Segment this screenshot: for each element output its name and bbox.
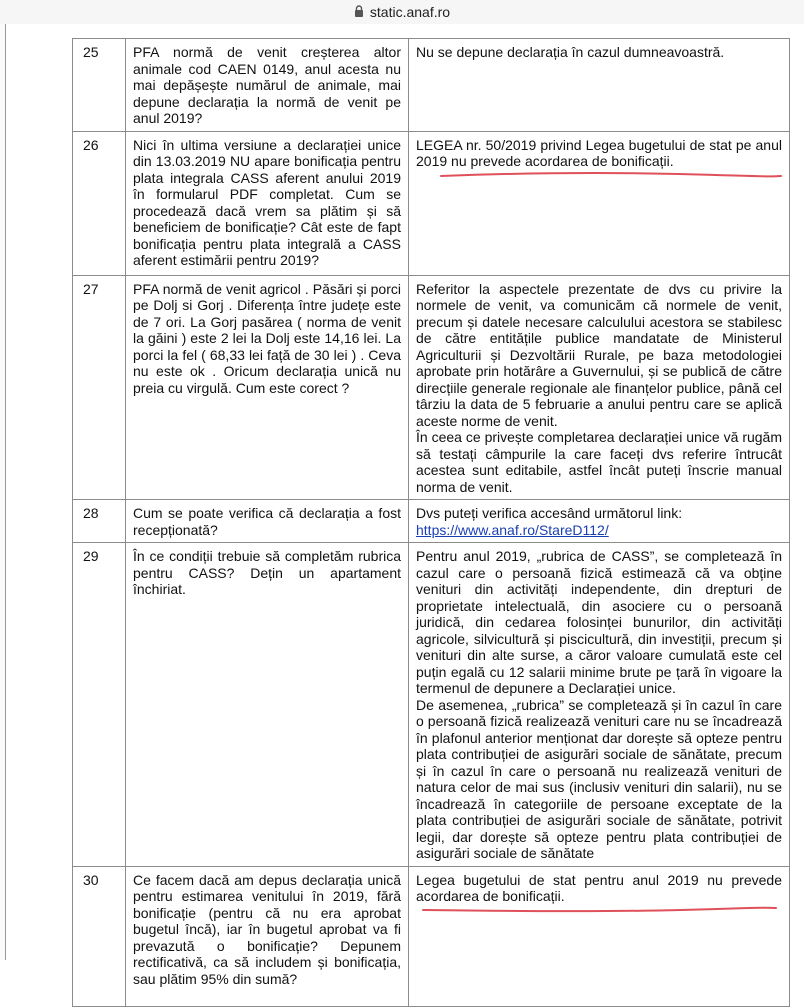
row-number: 28: [73, 500, 126, 543]
table-row: [73, 543, 790, 867]
answer-cell: [409, 131, 790, 275]
row-number: 30: [73, 866, 126, 1006]
table-row: [73, 39, 790, 132]
question-cell: Cum se poate verifica că declarația a fost recepționată?: [126, 500, 409, 543]
answer-cell: [409, 866, 790, 1006]
handwritten-underline: [421, 905, 779, 915]
table-row: [73, 275, 790, 500]
handwritten-underline: [439, 170, 784, 180]
answer-paragraph: Nu se depune declarația în cazul dumneavoastră.: [416, 44, 725, 60]
answer-paragraph: Pentru anul 2019, „rubrica de CASS”, se completează în cazul care o persoană fizică estimează că va obține venituri din activități independente, din drepturi de proprietate intelectuală, din asociere cu o persoană juridică, din cedarea folosinței bunurilor, din activități agricole, silvicultură și piscicultură, din investiții, precum și venituri din alte surse, a căror valoare cumulată este cel puțin egală cu 12 salarii minime brute pe țară în vigoare la termenul de depunere a Declarației unice.: [416, 548, 782, 696]
faq-table: [72, 38, 790, 1007]
answer-paragraph: LEGEA nr. 50/2019 privind Legea bugetului de stat pe anul 2019 nu prevede acordarea de bonificații.: [416, 136, 782, 169]
row-number: 26: [73, 131, 126, 275]
question-cell: Nici în ultima versiune a declarației unice din 13.03.2019 NU apare bonificația pentru plata integrala CASS aferent anului 2019 în formularul PDF completat. Cum se procedează dacă vrem sa plătim și să beneficiem de bonificație? Cât este de fapt bonificația pentru plata integrală a CASS aferent estimării pentru 2019?: [126, 131, 409, 275]
answer-cell: [409, 275, 790, 500]
document-page: [0, 24, 804, 987]
answer-cell: [409, 543, 790, 867]
answer-paragraph: Referitor la aspectele prezentate de dvs cu privire la normele de venit, va comunicăm că normele de venit, precum și datele necesare calculului acestora se stabilesc de către entitățile publice mandatate de Ministerul Agriculturii și Dezvoltării Rurale, pe baza metodologiei aprobate prin hotărâre a Guvernului, și se publică de către direcțiile generale regionale ale finanțelor publice, până cel târziu la data de 5 februarie a anului pentru care se aplică aceste norme de venit.: [416, 280, 782, 429]
question-cell: PFA normă de venit creșterea altor animale cod CAEN 0149, anul acesta nu mai depășește numărul de animale, mai depune declarația la normă de venit pe anul 2019?: [126, 39, 409, 132]
answer-paragraph: Legea bugetului de stat pentru anul 2019 nu prevede acordarea de bonificații.: [416, 871, 782, 904]
stare-d112-link[interactable]: https://www.anaf.ro/StareD112/: [416, 521, 609, 538]
answer-paragraph: Dvs puteți verifica accesând următorul link:: [416, 505, 683, 521]
browser-address-bar[interactable]: [0, 0, 804, 25]
question-cell: În ce condiții trebuie să completăm rubrica pentru CASS? Dețin un apartament închiriat.: [126, 543, 409, 867]
table-row: [73, 131, 790, 275]
answer-cell: [409, 39, 790, 132]
question-cell: Ce facem dacă am depus declarația unică pentru estimarea venitului în 2019, fără bonificație (pentru că nu era aprobat bugetul încă), iar în bugetul aprobat va fi prevazută o bonificație? Depunem rectificativă, ca să includem și bonificația, sau plătim 95% din sumă?: [126, 866, 409, 1006]
table-row: [73, 500, 790, 543]
row-number: 29: [73, 543, 126, 867]
answer-paragraph: De asemenea, „rubrica” se completează și în cazul în care o persoană fizică realizează venituri care nu se încadrează în plafonul anterior menționat dar dorește să opteze pentru plata contribuției de asigurări sociale de sănătate, precum și în cazul în care o persoană nu realizează venituri de natura celor de mai sus (inclusiv venituri din salarii), nu se încadrează în categoriile de persoane exceptate de la plata contribuției de asigurări sociale de sănătate, potrivit legii, dar dorește să opteze pentru plata contribuției de asigurări sociale de sănătate: [416, 696, 782, 861]
table-row: [73, 866, 790, 1006]
answer-paragraph: În ceea ce privește completarea declarației unice vă rugăm să testați câmpurile la care faceți dvs referire întrucât acestea sunt editabile, astfel încât puteți înscrie manual norma de venit.: [416, 429, 782, 495]
answer-cell: [409, 500, 790, 543]
lock-icon: [354, 4, 364, 20]
url-text: static.anaf.ro: [369, 4, 451, 20]
row-number: 25: [73, 39, 126, 132]
row-number: 27: [73, 275, 126, 500]
page-left-margin: [0, 24, 6, 960]
question-cell: PFA normă de venit agricol . Păsări și porci pe Dolj si Gorj . Diferența între județe este de 7 ori. La Gorj pasărea ( norma de venit la găini ) este 2 lei la Dolj este 14,16 lei. La porci la fel ( 68,33 lei față de 30 lei ) . Ceva nu este ok . Oricum declarația unică nu preia cu virgulă. Cum este corect ?: [126, 275, 409, 500]
